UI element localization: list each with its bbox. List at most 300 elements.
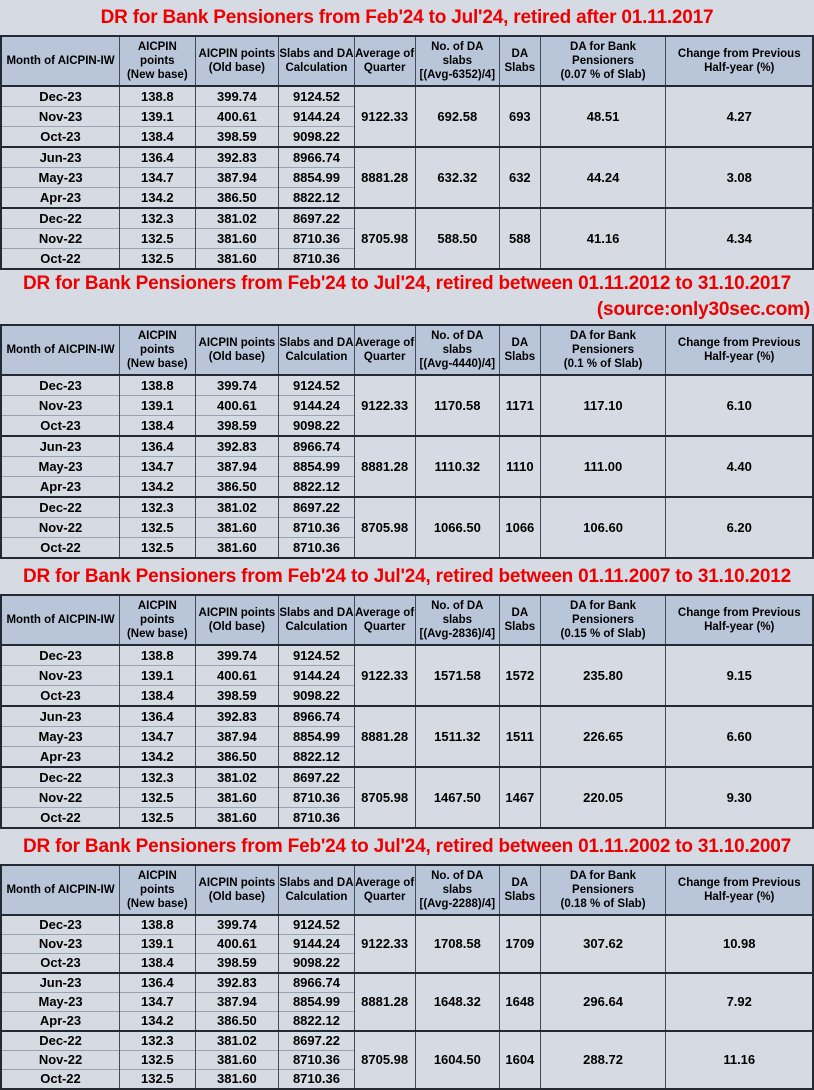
table-row: [1, 375, 813, 396]
aicpin-old-cell: 387.94: [195, 168, 279, 188]
da-slabs-cell: 1604: [500, 1031, 541, 1089]
header-line: [(Avg-2836)/4]: [419, 628, 496, 640]
header-line: Month of AICPIN-IW: [6, 55, 115, 67]
header-line: DA for Bank Pensioners: [570, 600, 637, 626]
table-source-credit: (source:only30sec.com): [596, 299, 810, 320]
header-line: Calculation: [285, 891, 348, 903]
month-cell: Dec-23: [1, 86, 120, 107]
col-header-slab-calc: [279, 325, 355, 375]
table-row: [1, 706, 813, 727]
header-line: Slabs: [504, 621, 536, 633]
table-row: [1, 973, 813, 993]
aicpin-old-cell: 392.83: [195, 436, 279, 457]
aicpin-old-cell: 398.59: [195, 686, 279, 707]
avg-quarter-cell: 8881.28: [354, 706, 415, 767]
header-line: No. of DA slabs: [431, 41, 484, 67]
col-header-da-slabs: [500, 36, 541, 86]
aicpin-new-cell: 138.4: [120, 127, 196, 148]
month-cell: Nov-23: [1, 396, 120, 416]
header-line: Slabs: [504, 891, 536, 903]
slab-value-cell: 8710.36: [279, 249, 355, 270]
header-line: (0.18 % of Slab): [560, 898, 646, 910]
header-line: (New base): [126, 69, 188, 81]
aicpin-new-cell: 138.4: [120, 954, 196, 974]
header-line: Quarter: [363, 891, 406, 903]
header-line: DA: [511, 48, 529, 60]
month-cell: Apr-23: [1, 477, 120, 498]
col-header-aicpin-new: [120, 865, 196, 915]
dr-table: [0, 864, 814, 1090]
header-line: (Old base): [208, 891, 265, 903]
aicpin-new-cell: 134.7: [120, 168, 196, 188]
da-slabs-cell: 1709: [500, 915, 541, 973]
col-header-aicpin-new: [120, 325, 196, 375]
header-line: DA: [511, 337, 529, 349]
col-header-da-pensioners: [540, 865, 666, 915]
aicpin-old-cell: 400.61: [195, 935, 279, 954]
header-line: Quarter: [363, 62, 406, 74]
table-block-retired-2012-2017: [0, 270, 814, 559]
slab-value-cell: 9098.22: [279, 954, 355, 974]
avg-quarter-cell: 8881.28: [354, 973, 415, 1031]
table-title-band: [0, 0, 814, 35]
aicpin-new-cell: 138.8: [120, 86, 196, 107]
avg-quarter-cell: 8705.98: [354, 497, 415, 558]
month-cell: Nov-23: [1, 666, 120, 686]
col-header-aicpin-new: [120, 595, 196, 645]
aicpin-old-cell: 398.59: [195, 127, 279, 148]
slab-value-cell: 8854.99: [279, 168, 355, 188]
month-cell: Nov-22: [1, 229, 120, 249]
aicpin-old-cell: 381.60: [195, 788, 279, 808]
header-line: (New base): [126, 628, 188, 640]
table-title: DR for Bank Pensioners from Feb'24 to Jul'24, retired between 01.11.2002 to 31.10.2007: [23, 835, 791, 857]
change-cell: 4.40: [666, 436, 813, 497]
month-cell: Jun-23: [1, 436, 120, 457]
aicpin-old-cell: 386.50: [195, 747, 279, 768]
da-amount-cell: 48.51: [540, 86, 666, 147]
header-line: No. of DA slabs: [431, 870, 484, 896]
col-header-da-slabs: [500, 865, 541, 915]
col-header-aicpin-old: [195, 865, 279, 915]
header-line: (0.15 % of Slab): [560, 628, 646, 640]
table-title: DR for Bank Pensioners from Feb'24 to Jul'24, retired between 01.11.2007 to 31.10.2012: [23, 565, 791, 587]
header-line: No. of DA slabs: [431, 330, 484, 356]
header-line: (0.1 % of Slab): [563, 358, 643, 370]
slab-calc-cell: 1170.58: [415, 375, 499, 436]
aicpin-old-cell: 381.60: [195, 1051, 279, 1070]
aicpin-new-cell: 139.1: [120, 396, 196, 416]
change-cell: 6.10: [666, 375, 813, 436]
avg-quarter-cell: 9122.33: [354, 645, 415, 706]
header-line: Slabs and DA: [279, 607, 354, 619]
header-line: Change from Previous: [677, 607, 801, 619]
avg-quarter-cell: 8705.98: [354, 767, 415, 828]
header-row: [1, 865, 813, 915]
col-header-month: [1, 595, 120, 645]
aicpin-old-cell: 381.02: [195, 208, 279, 229]
month-cell: Dec-23: [1, 915, 120, 935]
aicpin-old-cell: 400.61: [195, 107, 279, 127]
slab-value-cell: 9098.22: [279, 127, 355, 148]
slab-value-cell: 8710.36: [279, 1070, 355, 1090]
header-line: AICPIN points: [198, 607, 276, 619]
slab-value-cell: 8710.36: [279, 538, 355, 559]
month-cell: Apr-23: [1, 188, 120, 209]
aicpin-old-cell: 381.02: [195, 767, 279, 788]
slab-value-cell: 9144.24: [279, 107, 355, 127]
aicpin-new-cell: 138.8: [120, 645, 196, 666]
header-line: (Old base): [208, 62, 265, 74]
da-amount-cell: 296.64: [540, 973, 666, 1031]
month-cell: Nov-23: [1, 935, 120, 954]
aicpin-new-cell: 138.8: [120, 375, 196, 396]
month-cell: Oct-22: [1, 538, 120, 559]
slab-value-cell: 9144.24: [279, 666, 355, 686]
slab-value-cell: 8710.36: [279, 788, 355, 808]
header-line: Calculation: [285, 621, 348, 633]
col-header-month: [1, 865, 120, 915]
header-line: AICPIN points: [198, 877, 276, 889]
aicpin-old-cell: 381.60: [195, 1070, 279, 1090]
slab-calc-cell: 1066.50: [415, 497, 499, 558]
da-amount-cell: 220.05: [540, 767, 666, 828]
table-title: DR for Bank Pensioners from Feb'24 to Jul'24, retired after 01.11.2017: [100, 6, 714, 28]
header-line: Change from Previous: [677, 877, 801, 889]
aicpin-new-cell: 132.3: [120, 208, 196, 229]
dr-table: [0, 324, 814, 559]
aicpin-new-cell: 134.2: [120, 1012, 196, 1032]
aicpin-new-cell: 132.5: [120, 1070, 196, 1090]
col-header-no-da-slabs: [415, 325, 499, 375]
header-line: Slabs and DA: [279, 337, 354, 349]
col-header-aicpin-old: [195, 595, 279, 645]
aicpin-old-cell: 399.74: [195, 375, 279, 396]
header-line: DA: [511, 607, 529, 619]
col-header-avg-quarter: [354, 865, 415, 915]
da-slabs-cell: 1066: [500, 497, 541, 558]
da-amount-cell: 44.24: [540, 147, 666, 208]
header-line: DA for Bank Pensioners: [570, 870, 637, 896]
aicpin-old-cell: 387.94: [195, 727, 279, 747]
slab-calc-cell: 1571.58: [415, 645, 499, 706]
header-line: AICPIN points: [137, 41, 177, 67]
change-cell: 11.16: [666, 1031, 813, 1089]
table-title-band: [0, 829, 814, 864]
aicpin-old-cell: 381.60: [195, 229, 279, 249]
month-cell: Oct-22: [1, 249, 120, 270]
aicpin-new-cell: 134.7: [120, 993, 196, 1012]
header-line: (Old base): [208, 621, 265, 633]
month-cell: Dec-22: [1, 208, 120, 229]
col-header-no-da-slabs: [415, 865, 499, 915]
avg-quarter-cell: 8881.28: [354, 436, 415, 497]
col-header-slab-calc: [279, 36, 355, 86]
month-cell: Dec-23: [1, 645, 120, 666]
slab-value-cell: 9124.52: [279, 86, 355, 107]
avg-quarter-cell: 9122.33: [354, 375, 415, 436]
change-cell: 10.98: [666, 915, 813, 973]
dr-table: [0, 35, 814, 270]
header-line: Quarter: [363, 621, 406, 633]
aicpin-new-cell: 132.5: [120, 249, 196, 270]
col-header-change: [666, 36, 813, 86]
header-line: Calculation: [285, 351, 348, 363]
aicpin-new-cell: 139.1: [120, 666, 196, 686]
avg-quarter-cell: 9122.33: [354, 86, 415, 147]
change-cell: 6.60: [666, 706, 813, 767]
slab-value-cell: 8854.99: [279, 457, 355, 477]
table-row: [1, 208, 813, 229]
slab-value-cell: 8697.22: [279, 497, 355, 518]
aicpin-old-cell: 398.59: [195, 416, 279, 437]
aicpin-old-cell: 400.61: [195, 396, 279, 416]
slab-value-cell: 9124.52: [279, 915, 355, 935]
col-header-change: [666, 325, 813, 375]
aicpin-new-cell: 132.3: [120, 767, 196, 788]
aicpin-new-cell: 132.5: [120, 808, 196, 829]
aicpin-old-cell: 399.74: [195, 915, 279, 935]
slab-value-cell: 8710.36: [279, 1051, 355, 1070]
aicpin-new-cell: 132.5: [120, 538, 196, 559]
slab-value-cell: 9098.22: [279, 416, 355, 437]
header-line: AICPIN points: [198, 337, 276, 349]
aicpin-old-cell: 392.83: [195, 973, 279, 993]
da-amount-cell: 41.16: [540, 208, 666, 269]
da-slabs-cell: 1171: [500, 375, 541, 436]
header-line: (Old base): [208, 351, 265, 363]
slab-value-cell: 8710.36: [279, 229, 355, 249]
header-line: DA for Bank Pensioners: [570, 330, 637, 356]
slab-value-cell: 8854.99: [279, 993, 355, 1012]
month-cell: Nov-22: [1, 1051, 120, 1070]
slab-value-cell: 9098.22: [279, 686, 355, 707]
col-header-aicpin-old: [195, 325, 279, 375]
slab-value-cell: 8966.74: [279, 147, 355, 168]
slab-calc-cell: 632.32: [415, 147, 499, 208]
aicpin-new-cell: 132.5: [120, 788, 196, 808]
header-line: Average of: [355, 48, 415, 60]
change-cell: 7.92: [666, 973, 813, 1031]
aicpin-old-cell: 399.74: [195, 645, 279, 666]
table-row: [1, 767, 813, 788]
aicpin-old-cell: 399.74: [195, 86, 279, 107]
header-row: [1, 595, 813, 645]
aicpin-old-cell: 386.50: [195, 477, 279, 498]
month-cell: Nov-22: [1, 788, 120, 808]
aicpin-new-cell: 138.8: [120, 915, 196, 935]
month-cell: Nov-22: [1, 518, 120, 538]
month-cell: Dec-23: [1, 375, 120, 396]
aicpin-old-cell: 381.60: [195, 538, 279, 559]
da-amount-cell: 111.00: [540, 436, 666, 497]
col-header-change: [666, 865, 813, 915]
col-header-da-pensioners: [540, 595, 666, 645]
month-cell: Jun-23: [1, 147, 120, 168]
col-header-aicpin-new: [120, 36, 196, 86]
month-cell: Oct-23: [1, 127, 120, 148]
avg-quarter-cell: 8881.28: [354, 147, 415, 208]
table-block-retired-2007-2012: [0, 559, 814, 829]
da-slabs-cell: 693: [500, 86, 541, 147]
col-header-da-pensioners: [540, 36, 666, 86]
col-header-avg-quarter: [354, 595, 415, 645]
header-line: Month of AICPIN-IW: [6, 614, 115, 626]
header-line: Half-year (%): [704, 621, 775, 633]
aicpin-old-cell: 381.60: [195, 808, 279, 829]
month-cell: Dec-22: [1, 497, 120, 518]
table-row: [1, 497, 813, 518]
slab-value-cell: 8822.12: [279, 188, 355, 209]
slab-calc-cell: 692.58: [415, 86, 499, 147]
change-cell: 3.08: [666, 147, 813, 208]
header-line: Average of: [355, 337, 415, 349]
col-header-da-slabs: [500, 595, 541, 645]
aicpin-new-cell: 139.1: [120, 935, 196, 954]
header-line: Slabs and DA: [279, 877, 354, 889]
slab-value-cell: 8697.22: [279, 208, 355, 229]
month-cell: Oct-23: [1, 686, 120, 707]
header-line: (0.07 % of Slab): [560, 69, 646, 81]
col-header-da-pensioners: [540, 325, 666, 375]
change-cell: 9.30: [666, 767, 813, 828]
da-amount-cell: 117.10: [540, 375, 666, 436]
aicpin-old-cell: 392.83: [195, 147, 279, 168]
da-slabs-cell: 1110: [500, 436, 541, 497]
header-line: [(Avg-2288)/4]: [419, 898, 496, 910]
change-cell: 4.34: [666, 208, 813, 269]
table-row: [1, 436, 813, 457]
col-header-aicpin-old: [195, 36, 279, 86]
header-row: [1, 36, 813, 86]
slab-calc-cell: 1511.32: [415, 706, 499, 767]
slab-value-cell: 8966.74: [279, 436, 355, 457]
da-amount-cell: 307.62: [540, 915, 666, 973]
header-line: DA for Bank Pensioners: [570, 41, 637, 67]
slab-value-cell: 9124.52: [279, 375, 355, 396]
table-row: [1, 1031, 813, 1051]
aicpin-new-cell: 136.4: [120, 147, 196, 168]
aicpin-new-cell: 136.4: [120, 973, 196, 993]
slab-calc-cell: 1604.50: [415, 1031, 499, 1089]
header-line: (New base): [126, 898, 188, 910]
header-line: Change from Previous: [677, 48, 801, 60]
slab-calc-cell: 1110.32: [415, 436, 499, 497]
slab-calc-cell: 1648.32: [415, 973, 499, 1031]
col-header-slab-calc: [279, 595, 355, 645]
month-cell: Apr-23: [1, 1012, 120, 1032]
table-title-band: [0, 559, 814, 594]
month-cell: May-23: [1, 727, 120, 747]
header-line: Average of: [355, 877, 415, 889]
col-header-avg-quarter: [354, 325, 415, 375]
month-cell: Jun-23: [1, 706, 120, 727]
col-header-avg-quarter: [354, 36, 415, 86]
month-cell: May-23: [1, 993, 120, 1012]
col-header-month: [1, 325, 120, 375]
slab-value-cell: 8966.74: [279, 973, 355, 993]
table-row: [1, 645, 813, 666]
header-line: Month of AICPIN-IW: [6, 344, 115, 356]
header-line: Slabs: [504, 351, 536, 363]
header-line: Half-year (%): [704, 351, 775, 363]
aicpin-new-cell: 139.1: [120, 107, 196, 127]
slab-calc-cell: 1708.58: [415, 915, 499, 973]
month-cell: Oct-23: [1, 954, 120, 974]
da-amount-cell: 226.65: [540, 706, 666, 767]
month-cell: Dec-22: [1, 1031, 120, 1051]
aicpin-old-cell: 381.02: [195, 497, 279, 518]
slab-calc-cell: 588.50: [415, 208, 499, 269]
header-line: No. of DA slabs: [431, 600, 484, 626]
aicpin-old-cell: 386.50: [195, 188, 279, 209]
month-cell: Oct-22: [1, 1070, 120, 1090]
slab-value-cell: 8966.74: [279, 706, 355, 727]
header-line: AICPIN points: [137, 330, 177, 356]
slab-calc-cell: 1467.50: [415, 767, 499, 828]
aicpin-old-cell: 400.61: [195, 666, 279, 686]
avg-quarter-cell: 8705.98: [354, 1031, 415, 1089]
aicpin-new-cell: 132.3: [120, 1031, 196, 1051]
header-line: Half-year (%): [704, 891, 775, 903]
col-header-no-da-slabs: [415, 36, 499, 86]
aicpin-new-cell: 132.3: [120, 497, 196, 518]
table-title: DR for Bank Pensioners from Feb'24 to Jul'24, retired between 01.11.2012 to 31.10.2017: [23, 273, 791, 294]
header-line: Half-year (%): [704, 62, 775, 74]
avg-quarter-cell: 9122.33: [354, 915, 415, 973]
table-row: [1, 147, 813, 168]
da-slabs-cell: 1467: [500, 767, 541, 828]
table-title-band: [0, 270, 814, 324]
da-amount-cell: 288.72: [540, 1031, 666, 1089]
header-line: Change from Previous: [677, 337, 801, 349]
aicpin-new-cell: 136.4: [120, 436, 196, 457]
slab-value-cell: 8697.22: [279, 1031, 355, 1051]
table-block-retired-2002-2007: [0, 829, 814, 1090]
da-slabs-cell: 1511: [500, 706, 541, 767]
aicpin-new-cell: 132.5: [120, 518, 196, 538]
slab-value-cell: 8822.12: [279, 1012, 355, 1032]
da-slabs-cell: 632: [500, 147, 541, 208]
table-row: [1, 86, 813, 107]
col-header-change: [666, 595, 813, 645]
header-line: Slabs: [504, 62, 536, 74]
aicpin-new-cell: 132.5: [120, 229, 196, 249]
aicpin-new-cell: 134.7: [120, 457, 196, 477]
da-amount-cell: 235.80: [540, 645, 666, 706]
header-line: DA: [511, 877, 529, 889]
aicpin-old-cell: 387.94: [195, 457, 279, 477]
header-row: [1, 325, 813, 375]
aicpin-new-cell: 132.5: [120, 1051, 196, 1070]
avg-quarter-cell: 8705.98: [354, 208, 415, 269]
col-header-slab-calc: [279, 865, 355, 915]
header-line: Slabs and DA: [279, 48, 354, 60]
da-slabs-cell: 1572: [500, 645, 541, 706]
aicpin-new-cell: 138.4: [120, 686, 196, 707]
aicpin-new-cell: 134.2: [120, 477, 196, 498]
month-cell: May-23: [1, 457, 120, 477]
table-row: [1, 915, 813, 935]
month-cell: Jun-23: [1, 973, 120, 993]
month-cell: May-23: [1, 168, 120, 188]
header-line: AICPIN points: [137, 870, 177, 896]
aicpin-old-cell: 392.83: [195, 706, 279, 727]
aicpin-old-cell: 381.60: [195, 518, 279, 538]
slab-value-cell: 8710.36: [279, 518, 355, 538]
da-amount-cell: 106.60: [540, 497, 666, 558]
col-header-no-da-slabs: [415, 595, 499, 645]
